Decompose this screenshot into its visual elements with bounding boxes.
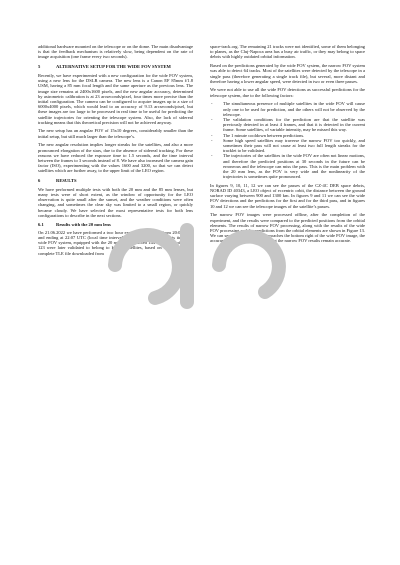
- bullet-marker: -: [211, 101, 213, 107]
- paragraph: We were not able to use all the wide FOV detections as successful predictions for the telescope system, due to the following factors:: [210, 87, 365, 98]
- section-title: RESULTS: [56, 177, 77, 183]
- paragraph: On 21.06.2022 we have performed a two hour experiment, starting from 20:05 UTC and ending at 22:07 UTC (local time interval 23:03 - 01:07). During this time, the wide FOV system, equipped with the 20 mm lens, detected 144 tracks, out of which 123 were later validated to belong to known satellites, based on the most recent complete TLE file downloaded from: [38, 229, 193, 256]
- paragraph: In figures 9, 10, 11, 12 we can see the passes of the CZ-4C DEB space debris, NORAD ID 40343, a LEO object of eccentric orbit, the distance between the ground surface varying between 900 and 1300 km. In figures 9 and 11 we can see the wide FOV detections and the predictions for the first and for the third pass, and in figures 10 and 12 we can see the telescope images of the satellite’s passes.: [210, 182, 365, 209]
- list-item: [210, 101, 365, 117]
- section-6-heading: [38, 178, 193, 183]
- bullet-marker: -: [211, 116, 213, 122]
- list-item-text: The validation conditions for the prediction are that the satellite was previously detected in at least 4 frames, and that it is detected in the current frame. Some satellites, of variable intensity, may be missed this way.: [223, 116, 365, 133]
- bullet-marker: -: [211, 132, 213, 138]
- intro-paragraph: additional hardware mounted on the telescope or on the dome. The main disadvantage is that the feedback mechanism is relatively slow, being dependent on the rate of image acquisition (one frame every two seconds).: [38, 44, 193, 60]
- paragraph: The new setup has an angular FOV of 15x10 degrees, considerably smaller than the initial setup, but still much larger than the telescope’s.: [38, 128, 193, 139]
- paragraph: The narrow FOV images were processed offline, after the completion of the experiment, and the results were compared to the predicted positions from the orbital elements. The results of narrow FOV processing, along with the results of the wide FOV processing and the predictions from the orbital elements are shown in Figure 13. We can see that as the object approaches the bottom right of the wide FOV image, the accuracy of the results decreases, but the narrow FOV results remain accurate.: [210, 212, 365, 244]
- list-item: [210, 153, 365, 179]
- list-item-text: Some high speed satellites may traverse the narrow FOV too quickly, and sometimes their pass will not cause at least two full length streaks for the tracklet to be validated.: [223, 137, 365, 154]
- paragraph: Based on the predictions generated by the wide FOV system, the narrow FOV system was able to detect 64 tracks. Most of the satellites were detected by the telescope in a single pass (therefore generating a single track file), but several, more distant and therefore having a lower angular speed, were detected in two or even three passes.: [210, 63, 365, 84]
- left-column: [38, 44, 193, 259]
- section-number: 6: [38, 177, 41, 183]
- list-item: [210, 138, 365, 154]
- subsection-title: Results with the 20 mm lens: [56, 221, 111, 227]
- list-item: [210, 117, 365, 133]
- subsection-6-1-heading: [38, 222, 193, 227]
- right-column: [210, 44, 365, 247]
- list-item-text: The simultaneous presence of multiple satellites in the wide FOV will cause only one to be used for prediction, and the others will not be observed by the telescope.: [223, 101, 365, 117]
- list-item-text: The 1 minute cooldown between predictions.: [223, 132, 305, 138]
- section-title: ALTERNATIVE SETUP FOR THE WIDE FOV SYSTEM: [56, 63, 171, 69]
- subsection-number: 6.1: [38, 221, 44, 227]
- paragraph: Recently, we have experimented with a new configuration for the wide FOV system, using a new lens for the DSLR camera. The new lens is a Canon EF 85mm f/1.8 USM, having a 85 mm focal length and the same aperture as the previous lens. The image size remains at 2400x1600 pixels, and the new angular accuracy, determined by astrometric calibration is at 23 arcseconds/pixel, four times more precise than the initial configuration. The camera can be configured to acquire images up to a size of 6000x4000 pixels, which would lead to an accuracy of 9.13 arcseconds/pixel, but these images are too large to be processed in real time to be useful for predicting the satellite trajectories for orienting the telescope system. Also, the lack of sidereal tracking means that this theoretical precision will not be achieved anyway.: [38, 72, 193, 125]
- section-5-heading: [38, 64, 193, 69]
- paragraph: We have performed multiple tests with both the 20 mm and the 85 mm lenses, but many tests were of short extent, as the window of opportunity for the LEO observation is quite small after the sunset, and the weather conditions were often changing, and sometimes the clear sky was limited to a small region, or quickly became cloudy. We have selected the most representative tests for both lens configurations to describe in the next sections.: [38, 186, 193, 218]
- paragraph: The new angular resolution implies longer streaks for the satellites, and also a more pronounced elongation of the stars, due to the absence of sidereal tracking. For these reasons we have reduced the exposure time to 1.5 seconds, and the time interval between the frames to 3 seconds instead of 8. We have also increased the camera gain factor (ISO), experimenting with the values 1600 and 3200, so that we can detect satellites which are further away, to the upper limit of the LEO region.: [38, 142, 193, 174]
- bullet-marker: -: [211, 137, 213, 143]
- paragraph: space-track.org. The remaining 21 tracks were not identified, some of them belonging to planes, as the Cluj-Napoca area has a busy air traffic, or they may belong to space debris with highly outdated orbital information.: [210, 44, 365, 60]
- factors-list: [210, 101, 365, 179]
- list-item-text: The trajectories of the satellites in the wide FOV are often not linear motions, and therefore the predicted positions at 30 seconds in the future can be erroneous and the telescope can miss the pass. This is the main problem with the 20 mm lens, as the FOV is very wide and the nonlinearity of the trajectories is sometimes quite pronounced.: [223, 153, 365, 180]
- section-number: 5: [38, 63, 41, 69]
- bullet-marker: -: [211, 153, 213, 159]
